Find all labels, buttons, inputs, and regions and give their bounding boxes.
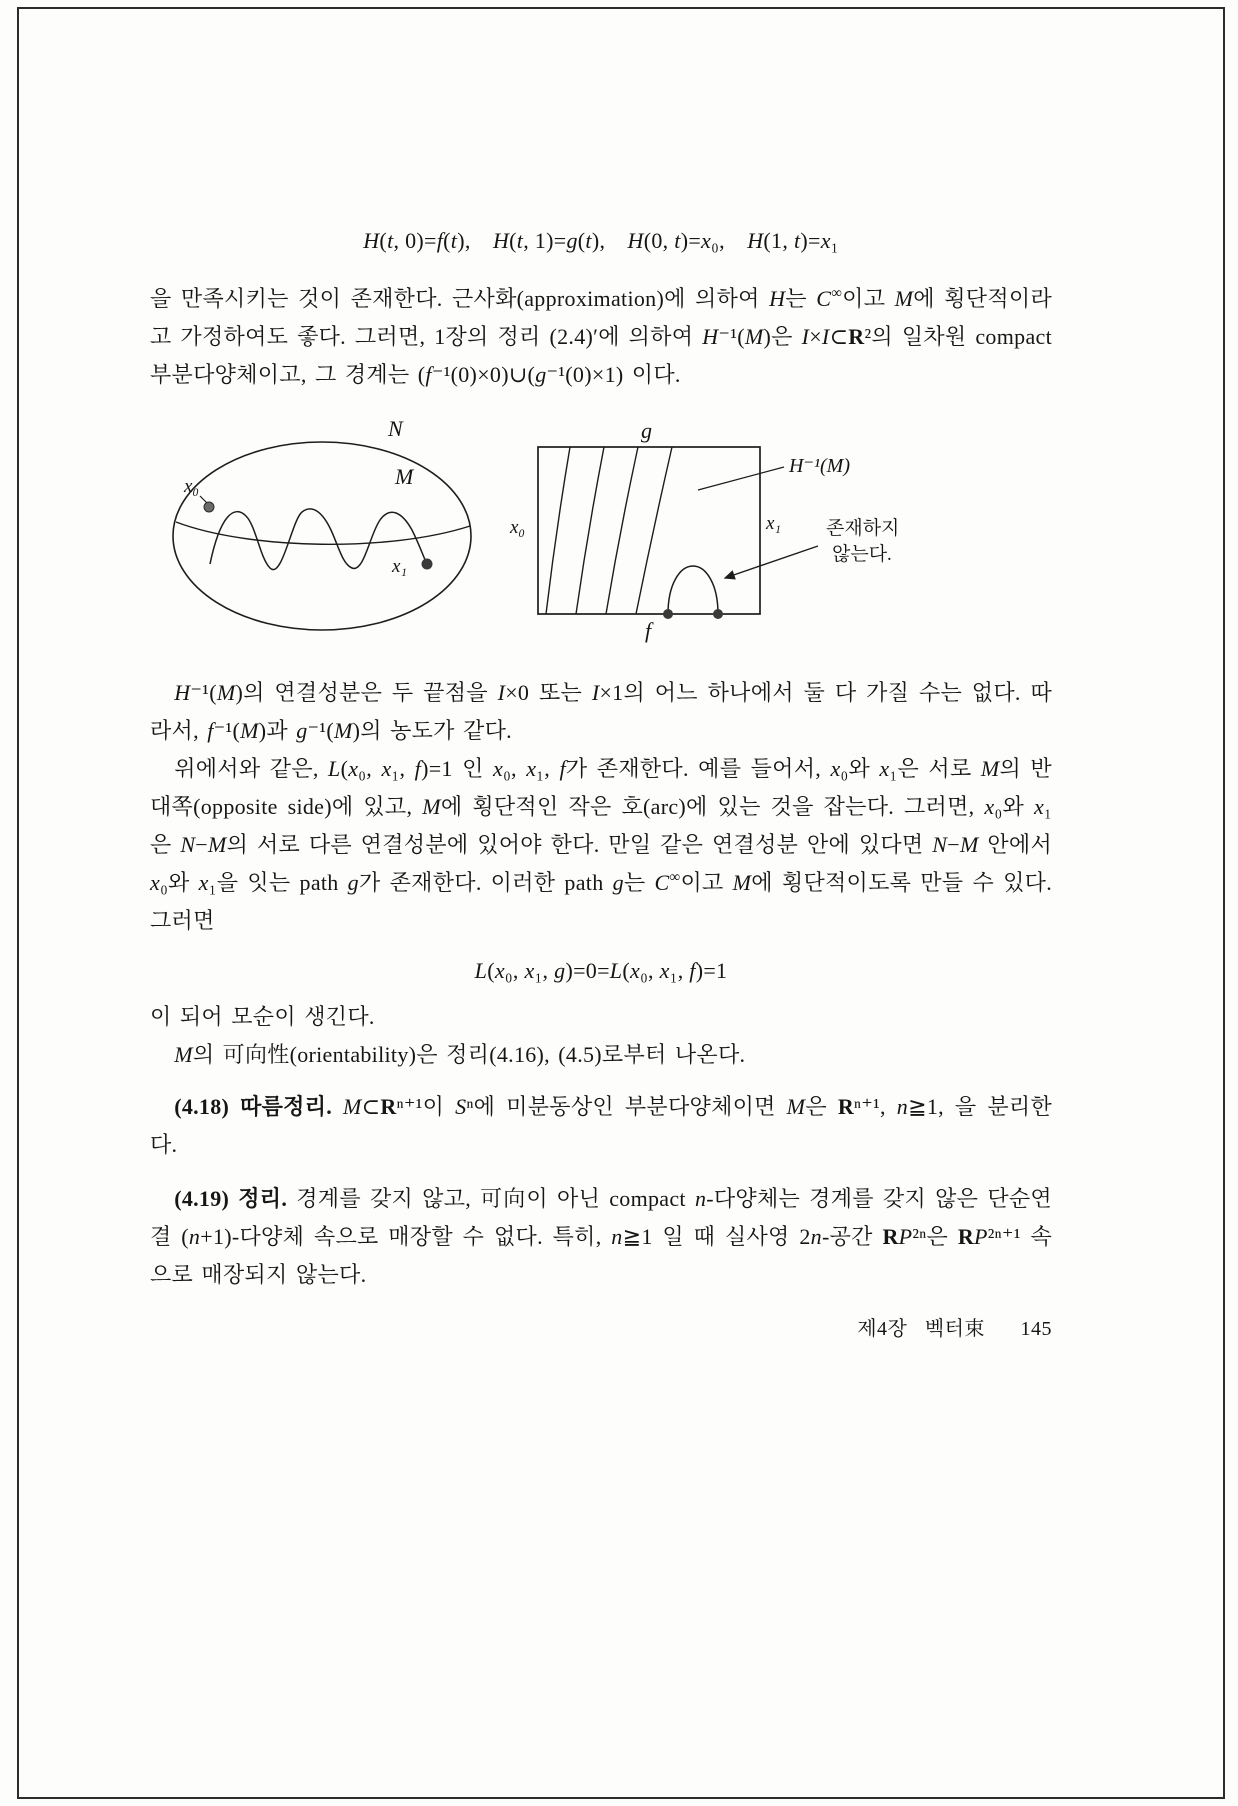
hinv-strand-3 — [606, 447, 638, 614]
arc-endpoint-left — [663, 609, 673, 619]
nonexistence-note-line1: 존재하지 — [826, 518, 900, 539]
homotopy-square-diagram — [508, 412, 1002, 660]
label-x1: x₁ — [392, 556, 408, 577]
label-f: f — [645, 618, 652, 643]
label-x0: x₀ — [184, 476, 200, 497]
nonexistence-arrow — [725, 546, 818, 578]
page-number: 145 — [1020, 1318, 1052, 1340]
label-x1-square: x₁ — [766, 513, 782, 534]
theorem-4-19-paragraph: (4.19) 정리. 경계를 갖지 않고, 可向이 아닌 compact n-다양체는 경계를 갖지 않은 단순연결 (n+1)-다양체 속으로 매장할 수 없다. 특히, n≧1 일 때 실사영 2n-공간 RP²ⁿ은 RP²ⁿ⁺¹ 속으로 매장되지 않는다. — [150, 1186, 1053, 1287]
paragraph-1: 을 만족시키는 것이 존재한다. 근사화(approximation)에 의하여 H는 C∞이고 M에 횡단적이라고 가정하여도 좋다. 그러면, 1장의 정리 (2.4)′에 의하여 H⁻¹(M)은 I×I⊂R²의 일차원 compact 부분다양체이고, 그 경계는 (f⁻¹(0)×0)∪(g⁻¹(0)×1) 이다. — [150, 285, 1052, 387]
forbidden-arc-component — [668, 566, 718, 614]
paragraph-3: 위에서와 같은, L(x₀, x₁, f)=1 인 x₀, x₁, f가 존재한다. 예를 들어서, x₀와 x₁은 서로 M의 반대쪽(opposite side)에 있고, M에 횡단적인 작은 호(arc)에 있는 것을 잡는다. 그러면, x₀와 x₁은 N−M의 서로 다른 연결성분에 있어야 한다. 만일 같은 연결성분 안에 있다면 N−M 안에서 x₀와 x₁을 잇는 path g가 존재한다. 이러한 path g는 C∞이고 M에 횡단적이도록 만들 수 있다. 그러면 — [150, 756, 1053, 933]
hinv-strand-4 — [636, 447, 672, 614]
label-g: g — [641, 418, 652, 443]
paragraph-5: M의 可向性(orientability)은 정리(4.16), (4.5)로부터 나온다. — [174, 1042, 746, 1067]
square-IxI — [538, 447, 760, 614]
page-content — [150, 0, 1052, 1341]
display-equation-linking: L(x₀, x₁, g)=0=L(x₀, x₁, f)=1 — [474, 958, 728, 983]
label-h-inverse-M: H⁻¹(M) — [789, 455, 850, 477]
x1-point — [422, 559, 433, 570]
arc-endpoint-right — [713, 609, 723, 619]
nonexistence-note-line2: 않는다. — [832, 544, 892, 565]
paragraph-2: H⁻¹(M)의 연결성분은 두 끝점을 I×0 또는 I×1의 어느 하나에서 둘 다 가질 수는 없다. 따라서, f⁻¹(M)과 g⁻¹(M)의 농도가 같다. — [150, 680, 1052, 743]
hinv-label-leader-line — [698, 467, 784, 490]
path-f-curve — [176, 522, 470, 544]
label-N: N — [388, 416, 403, 441]
label-x0-square: x₀ — [510, 517, 526, 538]
hinv-strand-2 — [576, 447, 604, 614]
figure-manifold-and-square — [150, 412, 1052, 660]
chapter-number: 제4장 — [857, 1318, 908, 1340]
hinv-strand-1 — [546, 447, 570, 614]
label-M: M — [395, 464, 414, 489]
display-equation-homotopy: H(t, 0)=f(t), H(t, 1)=g(t), H(0, t)=x₀, H(1, t)=x₁ — [363, 228, 839, 253]
manifold-diagram — [150, 412, 522, 660]
x0-point — [204, 502, 214, 512]
page-footer — [150, 1312, 1052, 1341]
paragraph-4: 이 되어 모순이 생긴다. — [150, 1004, 375, 1029]
chapter-title: 벡터束 — [924, 1318, 985, 1340]
corollary-4-18-paragraph: (4.18) 따름정리. M⊂Rⁿ⁺¹이 Sⁿ에 미분동상인 부분다양체이면 M은 Rⁿ⁺¹, n≧1, 을 분리한다. — [150, 1094, 1053, 1157]
